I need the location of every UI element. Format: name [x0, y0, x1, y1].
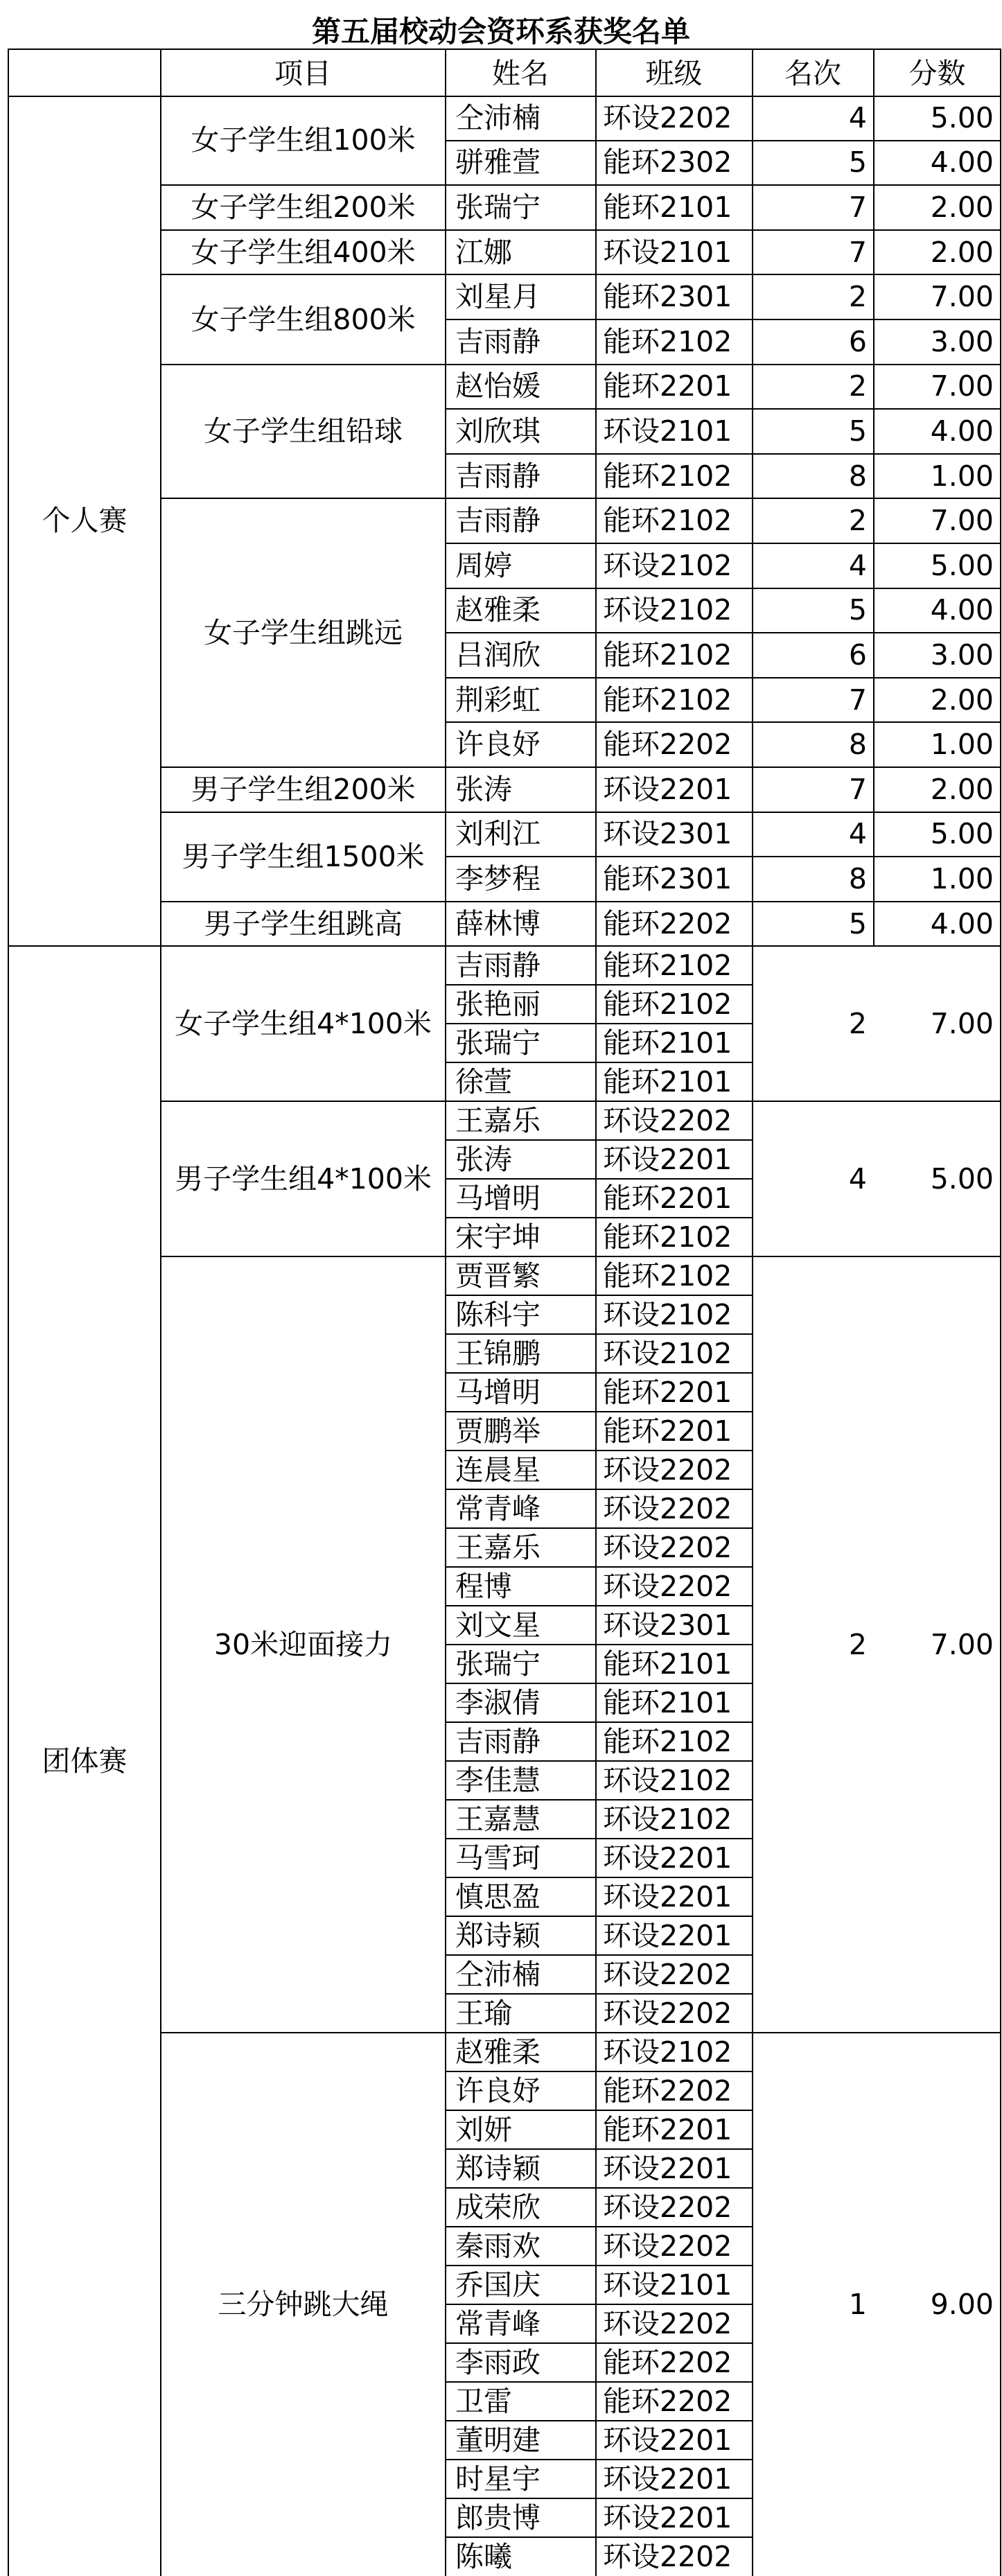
individual-class-cell: 能环2202 [603, 728, 732, 762]
individual-rank-cell: 7 [848, 683, 867, 717]
individual-score-cell: 7.00 [930, 504, 994, 538]
individual-class-cell: 环设2301 [603, 817, 732, 851]
team-member-name-cell: 马增明 [455, 1375, 540, 1409]
individual-class-cell: 能环2102 [603, 683, 732, 717]
team-member-name-cell: 李佳慧 [455, 1763, 540, 1797]
team-member-name-cell: 秦雨欢 [455, 2229, 540, 2263]
event-line [161, 184, 1001, 186]
individual-name-cell: 仝沛楠 [455, 100, 540, 134]
individual-name-cell: 荆彩虹 [455, 683, 540, 717]
team-member-class-cell: 环设2102 [603, 1297, 732, 1331]
individual-score-cell: 1.00 [930, 728, 994, 762]
header-rank: 名次 [784, 57, 841, 90]
row-line [446, 632, 1001, 633]
team-member-class-cell: 能环2101 [603, 1647, 732, 1681]
team-event-cell: 男子学生组4*100米 [175, 1162, 432, 1195]
row-line [446, 677, 1001, 678]
row-line [446, 1916, 753, 1917]
team-member-name-cell: 吉雨静 [455, 948, 540, 982]
individual-score-cell: 7.00 [930, 369, 994, 403]
team-member-class-cell: 能环2202 [603, 2074, 732, 2108]
individual-score-cell: 5.00 [930, 548, 994, 582]
row-line [446, 2381, 753, 2383]
team-member-class-cell: 环设2202 [603, 2539, 732, 2573]
team-member-name-cell: 张瑞宁 [455, 1026, 540, 1060]
row-line [446, 408, 1001, 410]
individual-name-cell: 许良妤 [455, 728, 540, 762]
individual-score-cell: 4.00 [930, 146, 994, 179]
row-line [446, 1566, 753, 1568]
team-member-name-cell: 连晨星 [455, 1453, 540, 1487]
row-line [446, 2226, 753, 2227]
individual-rank-cell: 6 [848, 324, 867, 358]
team-member-name-cell: 王锦鹏 [455, 1336, 540, 1370]
team-member-name-cell: 慎思盈 [455, 1880, 540, 1913]
individual-score-cell: 1.00 [930, 862, 994, 895]
team-member-class-cell: 能环2201 [603, 1375, 732, 1409]
individual-class-cell: 环设2101 [603, 235, 732, 269]
row-line [446, 984, 753, 985]
team-event-cell: 女子学生组4*100米 [175, 1006, 432, 1040]
team-rank-cell: 4 [848, 1162, 867, 1195]
individual-class-cell: 环设2102 [603, 593, 732, 627]
table-top-border [8, 49, 1001, 50]
individual-event-cell: 女子学生组400米 [191, 235, 416, 269]
column-line [873, 96, 874, 946]
header-name: 姓名 [492, 57, 549, 90]
section-line [8, 945, 1001, 947]
team-member-class-cell: 环设2202 [603, 1569, 732, 1603]
team-member-name-cell: 常青峰 [455, 2306, 540, 2340]
team-member-class-cell: 环设2201 [603, 1880, 732, 1913]
team-member-name-cell: 李雨政 [455, 2345, 540, 2379]
individual-name-cell: 吉雨静 [455, 324, 540, 358]
header-bottom-border [8, 96, 1001, 97]
team-member-name-cell: 贾鹏举 [455, 1414, 540, 1448]
team-member-class-cell: 环设2202 [603, 1491, 732, 1525]
row-line [446, 2110, 753, 2111]
individual-name-cell: 张涛 [455, 772, 512, 806]
individual-class-cell: 能环2201 [603, 369, 732, 403]
individual-class-cell: 能环2102 [603, 504, 732, 538]
team-member-name-cell: 李淑倩 [455, 1685, 540, 1719]
column-line [8, 96, 9, 2576]
individual-name-cell: 赵雅柔 [455, 593, 540, 627]
individual-rank-cell: 5 [848, 593, 867, 627]
team-member-name-cell: 卫雷 [455, 2384, 512, 2418]
team-member-name-cell: 董明建 [455, 2423, 540, 2457]
individual-class-cell: 能环2202 [603, 906, 732, 940]
column-line [1000, 96, 1001, 2576]
team-member-name-cell: 郑诗颖 [455, 2151, 540, 2185]
team-member-name-cell: 刘文星 [455, 1608, 540, 1642]
team-member-class-cell: 能环2201 [603, 1414, 732, 1448]
individual-score-cell: 5.00 [930, 817, 994, 851]
header-column-line [595, 49, 597, 96]
team-member-name-cell: 成荣欣 [455, 2190, 540, 2224]
row-line [446, 543, 1001, 544]
individual-class-cell: 能环2101 [603, 191, 732, 224]
event-line [161, 1256, 1001, 1257]
event-line [161, 274, 1001, 275]
row-line [446, 2265, 753, 2266]
header-column-line [1000, 49, 1001, 96]
row-line [446, 1023, 753, 1024]
row-line [446, 1877, 753, 1878]
column-line [595, 96, 597, 2576]
individual-class-cell: 能环2102 [603, 459, 732, 493]
row-line [446, 1062, 753, 1063]
team-member-class-cell: 环设2202 [603, 1530, 732, 1564]
team-rank-cell: 2 [848, 1627, 867, 1661]
sheet-title: 第五届校动会资环系获奖名单 [311, 15, 690, 49]
individual-event-cell: 男子学生组200米 [191, 772, 416, 806]
individual-score-cell: 2.00 [930, 683, 994, 717]
row-line [446, 1411, 753, 1412]
individual-name-cell: 周婷 [455, 548, 512, 582]
event-line [161, 1101, 1001, 1102]
row-line [446, 1760, 753, 1762]
team-member-class-cell: 环设2201 [603, 2151, 732, 2185]
individual-name-cell: 吉雨静 [455, 459, 540, 493]
individual-name-cell: 李梦程 [455, 862, 540, 895]
header-score: 分数 [908, 57, 966, 90]
individual-name-cell: 刘欣琪 [455, 414, 540, 448]
team-member-class-cell: 环设2102 [603, 1336, 732, 1370]
row-line [446, 1450, 753, 1451]
individual-rank-cell: 8 [848, 862, 867, 895]
team-rank-cell: 1 [848, 2287, 867, 2321]
row-line [446, 1683, 753, 1684]
individual-class-cell: 能环2102 [603, 638, 732, 672]
event-line [161, 364, 1001, 365]
individual-rank-cell: 4 [848, 548, 867, 582]
team-member-name-cell: 王瑜 [455, 1996, 512, 2030]
header-class: 班级 [645, 57, 703, 90]
event-line [161, 2032, 1001, 2033]
team-member-class-cell: 能环2202 [603, 2384, 732, 2418]
team-member-name-cell: 王嘉乐 [455, 1103, 540, 1137]
individual-class-cell: 能环2102 [603, 324, 732, 358]
column-line [752, 96, 753, 2576]
team-member-name-cell: 王嘉乐 [455, 1530, 540, 1564]
team-member-name-cell: 仝沛楠 [455, 1957, 540, 1991]
team-member-name-cell: 贾晋繁 [455, 1259, 540, 1293]
individual-rank-cell: 2 [848, 280, 867, 314]
team-member-name-cell: 郎贵博 [455, 2500, 540, 2534]
individual-class-cell: 能环2302 [603, 146, 732, 179]
team-score-cell: 9.00 [930, 2287, 994, 2321]
individual-score-cell: 2.00 [930, 772, 994, 806]
team-score-cell: 7.00 [930, 1627, 994, 1661]
team-member-class-cell: 能环2101 [603, 1026, 732, 1060]
team-member-class-cell: 环设2202 [603, 1996, 732, 2030]
team-member-name-cell: 张艳丽 [455, 987, 540, 1021]
team-member-class-cell: 能环2101 [603, 1685, 732, 1719]
team-member-name-cell: 王嘉慧 [455, 1802, 540, 1836]
row-line [446, 1139, 753, 1141]
row-line [446, 856, 1001, 857]
event-line [161, 901, 1001, 902]
individual-event-cell: 男子学生组跳高 [204, 906, 403, 940]
team-member-name-cell: 张瑞宁 [455, 1647, 540, 1681]
team-member-name-cell: 马增明 [455, 1181, 540, 1215]
row-line [446, 1295, 753, 1296]
individual-class-cell: 能环2301 [603, 280, 732, 314]
team-member-class-cell: 环设2201 [603, 2462, 732, 2496]
team-member-class-cell: 能环2102 [603, 1259, 732, 1293]
team-member-class-cell: 环设2202 [603, 2190, 732, 2224]
team-member-class-cell: 环设2201 [603, 2423, 732, 2457]
individual-score-cell: 2.00 [930, 235, 994, 269]
team-member-class-cell: 能环2201 [603, 1181, 732, 1215]
row-line [446, 1217, 753, 1218]
individual-name-cell: 吕润欣 [455, 638, 540, 672]
team-member-name-cell: 乔国庆 [455, 2268, 540, 2302]
row-line [446, 453, 1001, 455]
individual-class-cell: 环设2102 [603, 548, 732, 582]
row-line [446, 1644, 753, 1645]
team-member-name-cell: 徐萱 [455, 1064, 512, 1098]
individual-rank-cell: 5 [848, 414, 867, 448]
team-member-class-cell: 环设2101 [603, 2268, 732, 2302]
row-line [446, 1605, 753, 1606]
team-member-class-cell: 环设2102 [603, 1763, 732, 1797]
header-column-line [873, 49, 874, 96]
individual-rank-cell: 7 [848, 191, 867, 224]
row-line [446, 2148, 753, 2150]
team-member-name-cell: 陈科宇 [455, 1297, 540, 1331]
individual-rank-cell: 4 [848, 100, 867, 134]
individual-rank-cell: 7 [848, 235, 867, 269]
individual-score-cell: 4.00 [930, 414, 994, 448]
individual-name-cell: 张瑞宁 [455, 191, 540, 224]
team-member-class-cell: 能环2102 [603, 987, 732, 1021]
header-item: 项目 [274, 57, 331, 90]
row-line [446, 1838, 753, 1839]
individual-score-cell: 4.00 [930, 906, 994, 940]
column-line [160, 96, 161, 2576]
row-line [446, 2304, 753, 2305]
team-score-cell: 5.00 [930, 1162, 994, 1195]
row-line [446, 1721, 753, 1723]
team-member-name-cell: 吉雨静 [455, 1724, 540, 1758]
row-line [446, 2342, 753, 2344]
row-line [446, 721, 1001, 723]
individual-event-cell: 女子学生组200米 [191, 191, 416, 224]
team-member-name-cell: 常青峰 [455, 1491, 540, 1525]
individual-rank-cell: 6 [848, 638, 867, 672]
team-member-class-cell: 环设2201 [603, 1142, 732, 1176]
row-line [446, 1178, 753, 1180]
team-member-class-cell: 环设2102 [603, 1802, 732, 1836]
individual-score-cell: 7.00 [930, 280, 994, 314]
team-member-name-cell: 时星宇 [455, 2462, 540, 2496]
team-member-name-cell: 许良妤 [455, 2074, 540, 2108]
individual-rank-cell: 4 [848, 817, 867, 851]
individual-name-cell: 刘星月 [455, 280, 540, 314]
individual-name-cell: 骈雅萱 [455, 146, 540, 179]
row-line [446, 1489, 753, 1490]
individual-class-cell: 环设2202 [603, 100, 732, 134]
row-line [446, 1954, 753, 1956]
team-member-name-cell: 刘妍 [455, 2112, 512, 2146]
team-member-class-cell: 环设2201 [603, 1841, 732, 1875]
event-line [161, 766, 1001, 768]
team-member-class-cell: 能环2102 [603, 948, 732, 982]
category-team: 团体赛 [42, 1744, 128, 1778]
team-member-class-cell: 能环2102 [603, 1220, 732, 1254]
event-line [161, 229, 1001, 231]
individual-rank-cell: 2 [848, 369, 867, 403]
team-member-name-cell: 宋宇坤 [455, 1220, 540, 1254]
row-line [446, 2498, 753, 2499]
individual-name-cell: 江娜 [455, 235, 512, 269]
team-member-name-cell: 程博 [455, 1569, 512, 1603]
header-column-line [445, 49, 446, 96]
team-member-class-cell: 环设2202 [603, 2229, 732, 2263]
row-line [446, 140, 1001, 141]
row-line [446, 1799, 753, 1800]
team-member-class-cell: 能环2102 [603, 1724, 732, 1758]
individual-class-cell: 环设2201 [603, 772, 732, 806]
row-line [446, 2071, 753, 2072]
row-line [446, 2420, 753, 2421]
individual-score-cell: 5.00 [930, 100, 994, 134]
individual-score-cell: 3.00 [930, 638, 994, 672]
individual-score-cell: 2.00 [930, 191, 994, 224]
team-score-cell: 7.00 [930, 1006, 994, 1040]
row-line [446, 1527, 753, 1529]
row-line [446, 2187, 753, 2189]
team-member-class-cell: 环设2202 [603, 1103, 732, 1137]
row-line [446, 2536, 753, 2538]
individual-rank-cell: 5 [848, 146, 867, 179]
row-line [446, 588, 1001, 589]
team-member-class-cell: 环设2102 [603, 2035, 732, 2069]
individual-rank-cell: 2 [848, 504, 867, 538]
team-member-class-cell: 能环2201 [603, 2112, 732, 2146]
individual-rank-cell: 5 [848, 906, 867, 940]
team-member-name-cell: 马雪珂 [455, 1841, 540, 1875]
row-line [446, 319, 1001, 320]
individual-rank-cell: 7 [848, 772, 867, 806]
individual-rank-cell: 8 [848, 459, 867, 493]
team-member-name-cell: 郑诗颖 [455, 1918, 540, 1952]
individual-name-cell: 吉雨静 [455, 504, 540, 538]
team-member-name-cell: 赵雅柔 [455, 2035, 540, 2069]
team-member-class-cell: 能环2101 [603, 1064, 732, 1098]
category-individual: 个人赛 [42, 504, 128, 538]
team-member-name-cell: 陈曦 [455, 2539, 512, 2573]
column-line [445, 96, 446, 2576]
individual-score-cell: 1.00 [930, 459, 994, 493]
row-line [446, 1372, 753, 1374]
team-event-cell: 三分钟跳大绳 [218, 2287, 389, 2321]
individual-name-cell: 赵怡媛 [455, 369, 540, 403]
individual-event-cell: 女子学生组100米 [191, 123, 416, 157]
individual-event-cell: 女子学生组800米 [191, 302, 416, 336]
individual-score-cell: 4.00 [930, 593, 994, 627]
individual-score-cell: 3.00 [930, 324, 994, 358]
team-member-class-cell: 环设2201 [603, 2500, 732, 2534]
individual-event-cell: 男子学生组1500米 [182, 839, 425, 873]
team-member-name-cell: 张涛 [455, 1142, 512, 1176]
individual-class-cell: 环设2101 [603, 414, 732, 448]
row-line [446, 1993, 753, 1995]
row-line [446, 1333, 753, 1335]
team-member-class-cell: 环设2202 [603, 1957, 732, 1991]
header-column-line [160, 49, 161, 96]
individual-rank-cell: 8 [848, 728, 867, 762]
individual-class-cell: 能环2301 [603, 862, 732, 895]
team-member-class-cell: 环设2201 [603, 1918, 732, 1952]
individual-name-cell: 薛林博 [455, 906, 540, 940]
individual-event-cell: 女子学生组铅球 [204, 414, 403, 448]
individual-name-cell: 刘利江 [455, 817, 540, 851]
team-member-class-cell: 环设2202 [603, 2306, 732, 2340]
team-rank-cell: 2 [848, 1006, 867, 1040]
team-member-class-cell: 能环2202 [603, 2345, 732, 2379]
event-line [161, 498, 1001, 499]
team-event-cell: 30米迎面接力 [213, 1627, 393, 1661]
team-member-class-cell: 环设2202 [603, 1453, 732, 1487]
header-column-line [8, 49, 9, 96]
event-line [161, 812, 1001, 813]
row-line [446, 2459, 753, 2460]
header-column-line [752, 49, 753, 96]
individual-event-cell: 女子学生组跳远 [204, 615, 403, 649]
team-member-class-cell: 环设2301 [603, 1608, 732, 1642]
